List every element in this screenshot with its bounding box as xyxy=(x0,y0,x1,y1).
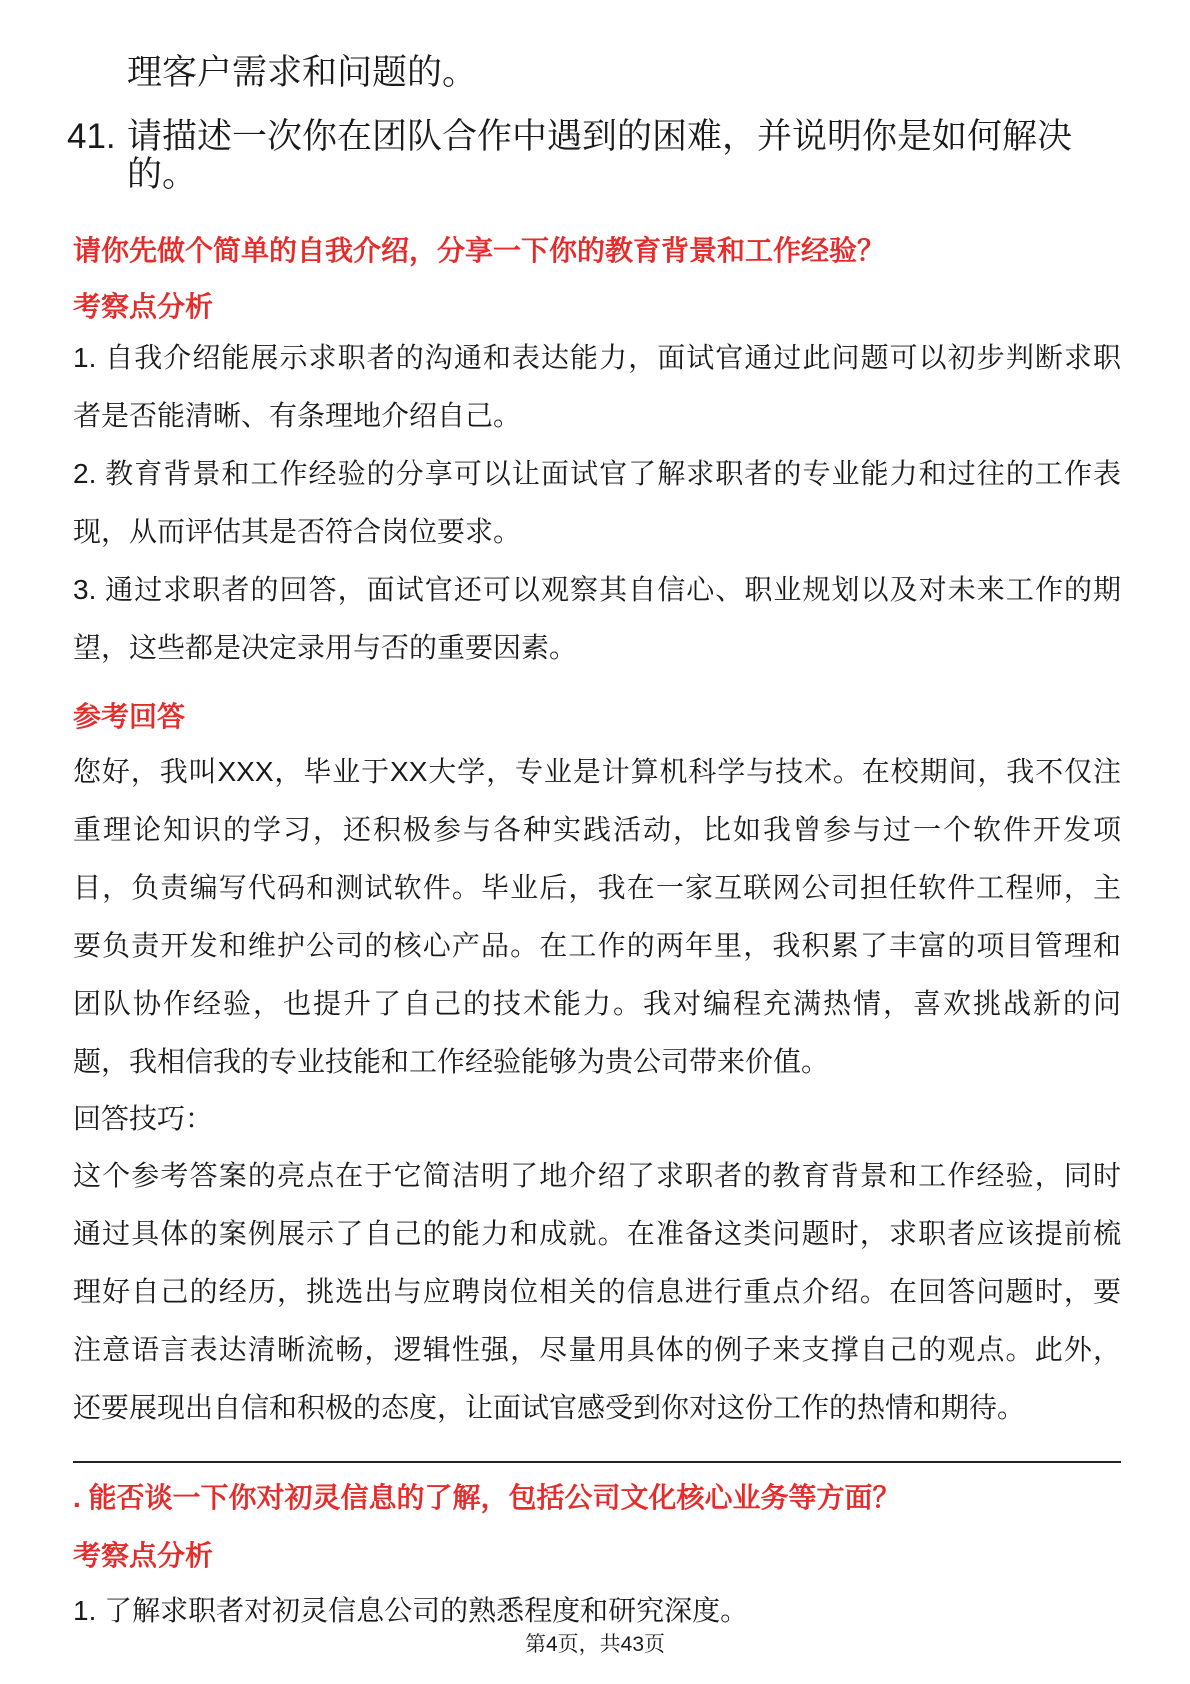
analysis-text-line: 1. 自我介绍能展示求职者的沟通和表达能力，面试官通过此问题可以初步判断求职 xyxy=(73,342,1121,373)
analysis-text-line: 望，这些都是决定录用与否的重要因素。 xyxy=(73,632,578,663)
tips-text-line: 理好自己的经历，挑选出与应聘岗位相关的信息进行重点介绍。在回答问题时，要 xyxy=(73,1276,1121,1307)
analysis-text-line: 者是否能清晰、有条理地介绍自己。 xyxy=(73,400,522,431)
analysis-text-line: 3. 通过求职者的回答，面试官还可以观察其自信心、职业规划以及对未来工作的期 xyxy=(73,574,1121,605)
tips-text-line: 这个参考答案的亮点在于它简洁明了地介绍了求职者的教育背景和工作经验，同时 xyxy=(73,1160,1121,1191)
question-number: 41. xyxy=(67,117,116,156)
answer-text-line: 题，我相信我的专业技能和工作经验能够为贵公司带来价值。 xyxy=(73,1046,830,1077)
analysis-heading: 考察点分析 xyxy=(73,1540,214,1571)
analysis-text-line: 2. 教育背景和工作经验的分享可以让面试官了解求职者的专业能力和过往的工作表 xyxy=(73,458,1121,489)
reference-answer-body xyxy=(73,743,1121,1091)
interview-question-title: . 能否谈一下你对初灵信息的了解，包括公司文化核心业务等方面？ xyxy=(73,1482,901,1513)
answer-tips-heading: 回答技巧： xyxy=(73,1103,214,1134)
tips-text-line: 还要展现出自信和积极的态度，让面试官感受到你对这份工作的热情和期待。 xyxy=(73,1392,1026,1423)
reference-answer-heading: 参考回答 xyxy=(73,701,186,732)
analysis-text-line: 1. 了解求职者对初灵信息公司的熟悉程度和研究深度。 xyxy=(73,1595,749,1626)
answer-text-line: 要负责开发和维护公司的核心产品。在工作的两年里，我积累了丰富的项目管理和 xyxy=(73,930,1121,961)
section-divider xyxy=(73,1461,1121,1463)
analysis-body xyxy=(73,329,1121,677)
answer-tips-body xyxy=(73,1147,1121,1437)
tips-text-line: 通过具体的案例展示了自己的能力和成就。在准备这类问题时，求职者应该提前梳 xyxy=(73,1218,1121,1249)
question-41 xyxy=(0,118,1190,198)
question-text-line: 请描述一次你在团队合作中遇到的困难，并说明你是如何解决 xyxy=(127,117,1073,156)
answer-text-line: 目，负责编写代码和测试软件。毕业后，我在一家互联网公司担任软件工程师，主 xyxy=(73,872,1121,903)
previous-question-tail: 理客户需求和问题的。 xyxy=(127,53,478,92)
analysis-text-line: 现，从而评估其是否符合岗位要求。 xyxy=(73,516,522,547)
question-text-line: 的。 xyxy=(127,155,198,194)
interview-question-title: 请你先做个简单的自我介绍，分享一下你的教育背景和工作经验？ xyxy=(73,235,886,266)
question-text xyxy=(127,118,1072,194)
tips-text-line: 注意语言表达清晰流畅，逻辑性强，尽量用具体的例子来支撑自己的观点。此外， xyxy=(73,1334,1121,1365)
answer-text-line: 您好，我叫XXX，毕业于XX大学，专业是计算机科学与技术。在校期间，我不仅注 xyxy=(73,756,1121,787)
answer-text-line: 重理论知识的学习，还积极参与各种实践活动，比如我曾参与过一个软件开发项 xyxy=(73,814,1121,845)
analysis-heading: 考察点分析 xyxy=(73,291,214,322)
page-number: 第4页，共43页 xyxy=(524,1633,666,1656)
answer-text-line: 团队协作经验，也提升了自己的技术能力。我对编程充满热情，喜欢挑战新的问 xyxy=(73,988,1121,1019)
